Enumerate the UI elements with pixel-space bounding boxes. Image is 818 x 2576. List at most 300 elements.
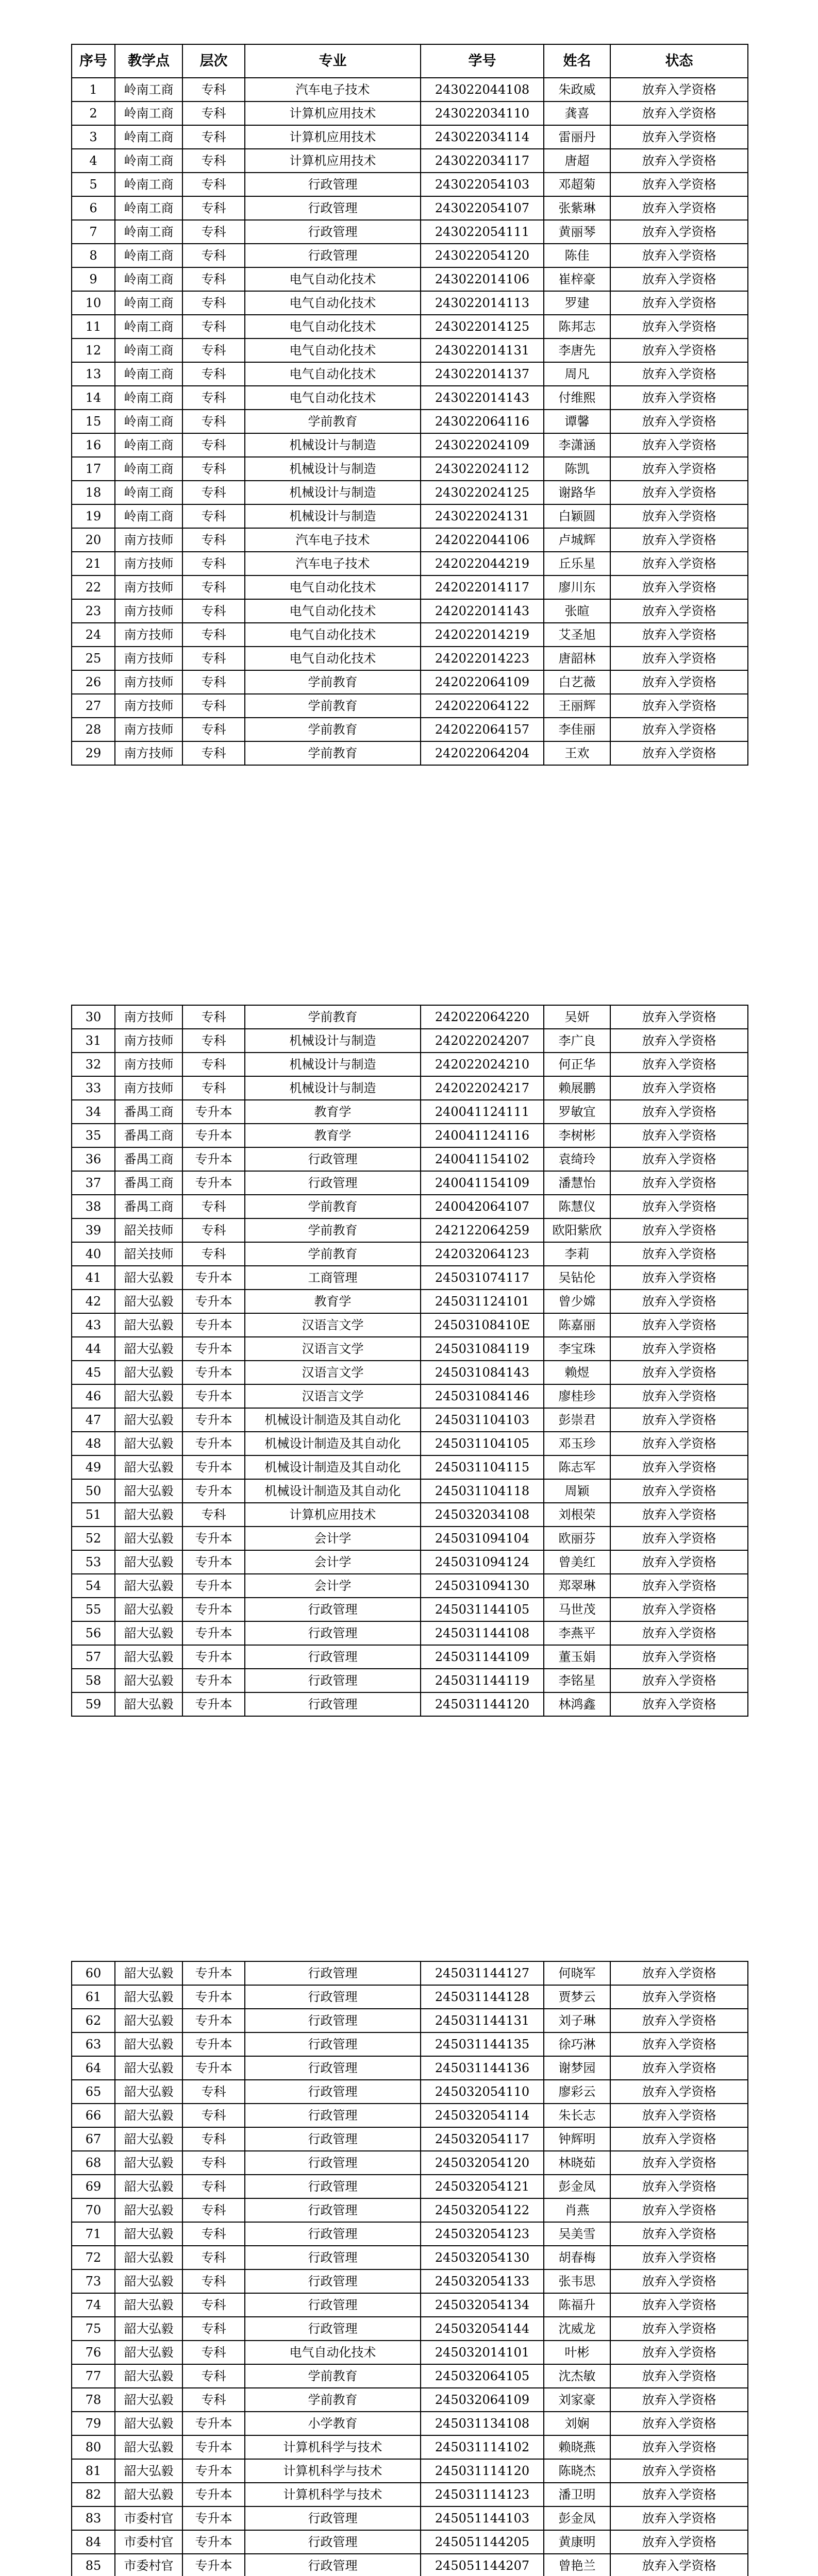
name-cell: 刘根荣 bbox=[544, 1503, 610, 1527]
major-cell: 学前教育 bbox=[245, 2364, 421, 2388]
student-id-cell: 245031094124 bbox=[421, 1550, 544, 1574]
table-section-1 bbox=[71, 44, 748, 766]
campus-cell: 韶大弘毅 bbox=[115, 2459, 182, 2483]
table-row bbox=[72, 1218, 748, 1242]
name-cell: 郑翠琳 bbox=[544, 1574, 610, 1598]
campus-cell: 韶大弘毅 bbox=[115, 2222, 182, 2246]
seq-cell: 49 bbox=[72, 1455, 115, 1479]
major-cell: 电气自动化技术 bbox=[245, 386, 421, 410]
level-cell: 专科 bbox=[182, 386, 245, 410]
major-cell: 电气自动化技术 bbox=[245, 315, 421, 338]
name-cell: 叶彬 bbox=[544, 2341, 610, 2364]
student-id-cell: 245031084119 bbox=[421, 1337, 544, 1361]
campus-cell: 市委村官 bbox=[115, 2554, 182, 2576]
table-row bbox=[72, 433, 748, 457]
name-cell: 肖燕 bbox=[544, 2198, 610, 2222]
table-row bbox=[72, 2435, 748, 2459]
level-cell: 专科 bbox=[182, 315, 245, 338]
major-cell: 行政管理 bbox=[245, 1645, 421, 1669]
name-cell: 张暄 bbox=[544, 599, 610, 623]
table-row bbox=[72, 244, 748, 267]
student-id-cell: 245032054130 bbox=[421, 2246, 544, 2269]
major-cell: 机械设计与制造 bbox=[245, 433, 421, 457]
campus-cell: 韶大弘毅 bbox=[115, 2032, 182, 2056]
level-cell: 专升本 bbox=[182, 1598, 245, 1621]
level-cell: 专科 bbox=[182, 101, 245, 125]
level-cell: 专升本 bbox=[182, 2459, 245, 2483]
level-cell: 专科 bbox=[182, 2080, 245, 2104]
column-header-campus: 教学点 bbox=[115, 44, 182, 78]
status-cell: 放弃入学资格 bbox=[610, 149, 748, 173]
status-cell: 放弃入学资格 bbox=[610, 2317, 748, 2341]
level-cell: 专科 bbox=[182, 1218, 245, 1242]
name-cell: 谭馨 bbox=[544, 410, 610, 433]
level-cell: 专科 bbox=[182, 2222, 245, 2246]
table-row bbox=[72, 2056, 748, 2080]
seq-cell: 60 bbox=[72, 1961, 115, 1985]
student-id-cell: 245032054110 bbox=[421, 2080, 544, 2104]
major-cell: 行政管理 bbox=[245, 2056, 421, 2080]
status-cell: 放弃入学资格 bbox=[610, 1053, 748, 1076]
campus-cell: 韶大弘毅 bbox=[115, 2483, 182, 2506]
table-row bbox=[72, 2127, 748, 2151]
major-cell: 行政管理 bbox=[245, 2080, 421, 2104]
seq-cell: 84 bbox=[72, 2530, 115, 2554]
major-cell: 会计学 bbox=[245, 1527, 421, 1550]
level-cell: 专科 bbox=[182, 623, 245, 647]
campus-cell: 岭南工商 bbox=[115, 433, 182, 457]
seq-cell: 15 bbox=[72, 410, 115, 433]
major-cell: 机械设计制造及其自动化 bbox=[245, 1479, 421, 1503]
level-cell: 专科 bbox=[182, 2317, 245, 2341]
campus-cell: 南方技师 bbox=[115, 647, 182, 670]
level-cell: 专升本 bbox=[182, 2506, 245, 2530]
name-cell: 曾美红 bbox=[544, 1550, 610, 1574]
table-row bbox=[72, 149, 748, 173]
name-cell: 唐韶林 bbox=[544, 647, 610, 670]
table-row bbox=[72, 1961, 748, 1985]
level-cell: 专科 bbox=[182, 504, 245, 528]
campus-cell: 韶大弘毅 bbox=[115, 2127, 182, 2151]
student-id-cell: 242022064204 bbox=[421, 741, 544, 765]
table-row bbox=[72, 1692, 748, 1716]
student-id-cell: 243022064116 bbox=[421, 410, 544, 433]
table-row bbox=[72, 2151, 748, 2175]
table-row bbox=[72, 2317, 748, 2341]
level-cell: 专科 bbox=[182, 220, 245, 244]
major-cell: 机械设计与制造 bbox=[245, 1076, 421, 1100]
seq-cell: 42 bbox=[72, 1290, 115, 1313]
seq-cell: 25 bbox=[72, 647, 115, 670]
level-cell: 专科 bbox=[182, 2341, 245, 2364]
name-cell: 付维熙 bbox=[544, 386, 610, 410]
name-cell: 白颖圆 bbox=[544, 504, 610, 528]
name-cell: 贾梦云 bbox=[544, 1985, 610, 2009]
status-cell: 放弃入学资格 bbox=[610, 1290, 748, 1313]
status-cell: 放弃入学资格 bbox=[610, 1408, 748, 1432]
student-id-cell: 242022014143 bbox=[421, 599, 544, 623]
student-id-cell: 245032054133 bbox=[421, 2269, 544, 2293]
student-id-cell: 243022034110 bbox=[421, 101, 544, 125]
seq-cell: 3 bbox=[72, 125, 115, 149]
name-cell: 欧阳紫欣 bbox=[544, 1218, 610, 1242]
table-row bbox=[72, 457, 748, 481]
seq-cell: 4 bbox=[72, 149, 115, 173]
status-cell: 放弃入学资格 bbox=[610, 2412, 748, 2435]
campus-cell: 岭南工商 bbox=[115, 267, 182, 291]
name-cell: 廖川东 bbox=[544, 575, 610, 599]
campus-cell: 南方技师 bbox=[115, 575, 182, 599]
table-section-2 bbox=[71, 1005, 748, 1717]
name-cell: 徐巧淋 bbox=[544, 2032, 610, 2056]
table-row bbox=[72, 1361, 748, 1384]
table-row bbox=[72, 1550, 748, 1574]
student-id-cell: 243022014137 bbox=[421, 362, 544, 386]
student-id-cell: 245031074117 bbox=[421, 1266, 544, 1290]
status-cell: 放弃入学资格 bbox=[610, 433, 748, 457]
student-id-cell: 242022064220 bbox=[421, 1005, 544, 1029]
table-row bbox=[72, 2364, 748, 2388]
level-cell: 专升本 bbox=[182, 1961, 245, 1985]
seq-cell: 20 bbox=[72, 528, 115, 552]
status-cell: 放弃入学资格 bbox=[610, 2175, 748, 2198]
table-row bbox=[72, 2459, 748, 2483]
major-cell: 计算机应用技术 bbox=[245, 125, 421, 149]
student-id-cell: 245031144136 bbox=[421, 2056, 544, 2080]
level-cell: 专升本 bbox=[182, 2483, 245, 2506]
seq-cell: 80 bbox=[72, 2435, 115, 2459]
table-row bbox=[72, 101, 748, 125]
seq-cell: 62 bbox=[72, 2009, 115, 2032]
table-body-1 bbox=[72, 44, 748, 765]
seq-cell: 71 bbox=[72, 2222, 115, 2246]
level-cell: 专科 bbox=[182, 528, 245, 552]
name-cell: 李潇涵 bbox=[544, 433, 610, 457]
name-cell: 雷丽丹 bbox=[544, 125, 610, 149]
name-cell: 赖晓燕 bbox=[544, 2435, 610, 2459]
student-id-cell: 243022044108 bbox=[421, 78, 544, 101]
status-cell: 放弃入学资格 bbox=[610, 575, 748, 599]
major-cell: 学前教育 bbox=[245, 1005, 421, 1029]
seq-cell: 36 bbox=[72, 1147, 115, 1171]
seq-cell: 41 bbox=[72, 1266, 115, 1290]
level-cell: 专升本 bbox=[182, 2554, 245, 2576]
major-cell: 计算机应用技术 bbox=[245, 1503, 421, 1527]
name-cell: 陈佳 bbox=[544, 244, 610, 267]
campus-cell: 韶大弘毅 bbox=[115, 1692, 182, 1716]
seq-cell: 35 bbox=[72, 1124, 115, 1147]
student-id-cell: 245051144207 bbox=[421, 2554, 544, 2576]
major-cell: 学前教育 bbox=[245, 670, 421, 694]
campus-cell: 韶大弘毅 bbox=[115, 1455, 182, 1479]
status-cell: 放弃入学资格 bbox=[610, 552, 748, 575]
seq-cell: 23 bbox=[72, 599, 115, 623]
table-row bbox=[72, 220, 748, 244]
status-cell: 放弃入学资格 bbox=[610, 1005, 748, 1029]
name-cell: 陈福升 bbox=[544, 2293, 610, 2317]
major-cell: 行政管理 bbox=[245, 1985, 421, 2009]
status-cell: 放弃入学资格 bbox=[610, 125, 748, 149]
major-cell: 行政管理 bbox=[245, 1692, 421, 1716]
status-cell: 放弃入学资格 bbox=[610, 1961, 748, 1985]
level-cell: 专升本 bbox=[182, 1479, 245, 1503]
level-cell: 专科 bbox=[182, 1029, 245, 1053]
campus-cell: 南方技师 bbox=[115, 694, 182, 718]
campus-cell: 韶大弘毅 bbox=[115, 2104, 182, 2127]
major-cell: 教育学 bbox=[245, 1100, 421, 1124]
seq-cell: 34 bbox=[72, 1100, 115, 1124]
status-cell: 放弃入学资格 bbox=[610, 2341, 748, 2364]
campus-cell: 番禺工商 bbox=[115, 1147, 182, 1171]
student-id-cell: 245032054123 bbox=[421, 2222, 544, 2246]
level-cell: 专科 bbox=[182, 267, 245, 291]
campus-cell: 南方技师 bbox=[115, 741, 182, 765]
status-cell: 放弃入学资格 bbox=[610, 1574, 748, 1598]
status-cell: 放弃入学资格 bbox=[610, 2032, 748, 2056]
status-cell: 放弃入学资格 bbox=[610, 1266, 748, 1290]
student-id-cell: 242032064123 bbox=[421, 1242, 544, 1266]
campus-cell: 岭南工商 bbox=[115, 291, 182, 315]
major-cell: 电气自动化技术 bbox=[245, 599, 421, 623]
student-id-cell: 242022064122 bbox=[421, 694, 544, 718]
campus-cell: 南方技师 bbox=[115, 599, 182, 623]
level-cell: 专升本 bbox=[182, 1550, 245, 1574]
major-cell: 行政管理 bbox=[245, 2151, 421, 2175]
table-row bbox=[72, 1171, 748, 1195]
major-cell: 计算机应用技术 bbox=[245, 149, 421, 173]
student-id-cell: 245031104118 bbox=[421, 1479, 544, 1503]
student-id-cell: 245032014101 bbox=[421, 2341, 544, 2364]
student-id-cell: 243022034117 bbox=[421, 149, 544, 173]
status-cell: 放弃入学资格 bbox=[610, 670, 748, 694]
level-cell: 专升本 bbox=[182, 1313, 245, 1337]
table-row bbox=[72, 1266, 748, 1290]
student-id-cell: 243022024125 bbox=[421, 481, 544, 504]
table-row bbox=[72, 1147, 748, 1171]
level-cell: 专科 bbox=[182, 149, 245, 173]
campus-cell: 南方技师 bbox=[115, 1005, 182, 1029]
major-cell: 行政管理 bbox=[245, 2269, 421, 2293]
major-cell: 机械设计制造及其自动化 bbox=[245, 1408, 421, 1432]
level-cell: 专科 bbox=[182, 1195, 245, 1218]
seq-cell: 24 bbox=[72, 623, 115, 647]
level-cell: 专科 bbox=[182, 410, 245, 433]
table-row bbox=[72, 267, 748, 291]
student-id-cell: 245031114123 bbox=[421, 2483, 544, 2506]
seq-cell: 69 bbox=[72, 2175, 115, 2198]
seq-cell: 81 bbox=[72, 2459, 115, 2483]
name-cell: 赖展鹏 bbox=[544, 1076, 610, 1100]
student-id-cell: 243022014131 bbox=[421, 338, 544, 362]
status-cell: 放弃入学资格 bbox=[610, 1432, 748, 1455]
status-cell: 放弃入学资格 bbox=[610, 1124, 748, 1147]
table-row bbox=[72, 647, 748, 670]
campus-cell: 韶大弘毅 bbox=[115, 2293, 182, 2317]
name-cell: 罗敏宜 bbox=[544, 1100, 610, 1124]
name-cell: 彭崇君 bbox=[544, 1408, 610, 1432]
name-cell: 王丽辉 bbox=[544, 694, 610, 718]
name-cell: 李唐先 bbox=[544, 338, 610, 362]
seq-cell: 29 bbox=[72, 741, 115, 765]
major-cell: 教育学 bbox=[245, 1124, 421, 1147]
table-row bbox=[72, 2175, 748, 2198]
name-cell: 钟辉明 bbox=[544, 2127, 610, 2151]
name-cell: 吴妍 bbox=[544, 1005, 610, 1029]
name-cell: 刘子琳 bbox=[544, 2009, 610, 2032]
name-cell: 黄丽琴 bbox=[544, 220, 610, 244]
student-id-cell: 242022064157 bbox=[421, 718, 544, 741]
student-id-cell: 245032034108 bbox=[421, 1503, 544, 1527]
name-cell: 朱长志 bbox=[544, 2104, 610, 2127]
major-cell: 行政管理 bbox=[245, 196, 421, 220]
major-cell: 学前教育 bbox=[245, 718, 421, 741]
student-id-cell: 245031144120 bbox=[421, 1692, 544, 1716]
table-row bbox=[72, 2198, 748, 2222]
name-cell: 周凡 bbox=[544, 362, 610, 386]
seq-cell: 26 bbox=[72, 670, 115, 694]
major-cell: 汉语言文学 bbox=[245, 1337, 421, 1361]
level-cell: 专科 bbox=[182, 481, 245, 504]
major-cell: 电气自动化技术 bbox=[245, 291, 421, 315]
name-cell: 陈嘉丽 bbox=[544, 1313, 610, 1337]
table-body-3 bbox=[72, 1961, 748, 2576]
major-cell: 行政管理 bbox=[245, 1621, 421, 1645]
status-cell: 放弃入学资格 bbox=[610, 196, 748, 220]
level-cell: 专科 bbox=[182, 575, 245, 599]
table-row bbox=[72, 2293, 748, 2317]
student-id-cell: 24503108410E bbox=[421, 1313, 544, 1337]
level-cell: 专科 bbox=[182, 291, 245, 315]
name-cell: 张紫琳 bbox=[544, 196, 610, 220]
major-cell: 行政管理 bbox=[245, 2317, 421, 2341]
major-cell: 行政管理 bbox=[245, 2127, 421, 2151]
name-cell: 李宝珠 bbox=[544, 1337, 610, 1361]
major-cell: 行政管理 bbox=[245, 2530, 421, 2554]
major-cell: 机械设计与制造 bbox=[245, 504, 421, 528]
status-cell: 放弃入学资格 bbox=[610, 2269, 748, 2293]
campus-cell: 岭南工商 bbox=[115, 504, 182, 528]
campus-cell: 南方技师 bbox=[115, 1076, 182, 1100]
table-row bbox=[72, 623, 748, 647]
status-cell: 放弃入学资格 bbox=[610, 2104, 748, 2127]
level-cell: 专升本 bbox=[182, 1645, 245, 1669]
status-cell: 放弃入学资格 bbox=[610, 647, 748, 670]
seq-cell: 13 bbox=[72, 362, 115, 386]
campus-cell: 韶关技师 bbox=[115, 1218, 182, 1242]
campus-cell: 韶大弘毅 bbox=[115, 1266, 182, 1290]
name-cell: 陈晓杰 bbox=[544, 2459, 610, 2483]
campus-cell: 韶大弘毅 bbox=[115, 2269, 182, 2293]
name-cell: 李燕平 bbox=[544, 1621, 610, 1645]
status-cell: 放弃入学资格 bbox=[610, 1100, 748, 1124]
status-cell: 放弃入学资格 bbox=[610, 1645, 748, 1669]
level-cell: 专升本 bbox=[182, 2009, 245, 2032]
major-cell: 电气自动化技术 bbox=[245, 267, 421, 291]
major-cell: 电气自动化技术 bbox=[245, 575, 421, 599]
student-id-cell: 243022014143 bbox=[421, 386, 544, 410]
level-cell: 专升本 bbox=[182, 2435, 245, 2459]
table-row bbox=[72, 575, 748, 599]
seq-cell: 57 bbox=[72, 1645, 115, 1669]
status-cell: 放弃入学资格 bbox=[610, 1076, 748, 1100]
level-cell: 专升本 bbox=[182, 1408, 245, 1432]
seq-cell: 18 bbox=[72, 481, 115, 504]
table-row bbox=[72, 196, 748, 220]
campus-cell: 南方技师 bbox=[115, 1029, 182, 1053]
name-cell: 李广良 bbox=[544, 1029, 610, 1053]
student-id-cell: 243022014113 bbox=[421, 291, 544, 315]
name-cell: 林鸿鑫 bbox=[544, 1692, 610, 1716]
seq-cell: 82 bbox=[72, 2483, 115, 2506]
seq-cell: 63 bbox=[72, 2032, 115, 2056]
status-cell: 放弃入学资格 bbox=[610, 741, 748, 765]
campus-cell: 韶大弘毅 bbox=[115, 1550, 182, 1574]
status-cell: 放弃入学资格 bbox=[610, 1171, 748, 1195]
table-row bbox=[72, 1124, 748, 1147]
level-cell: 专升本 bbox=[182, 1171, 245, 1195]
status-cell: 放弃入学资格 bbox=[610, 2222, 748, 2246]
seq-cell: 73 bbox=[72, 2269, 115, 2293]
major-cell: 行政管理 bbox=[245, 1961, 421, 1985]
campus-cell: 岭南工商 bbox=[115, 457, 182, 481]
status-cell: 放弃入学资格 bbox=[610, 1147, 748, 1171]
name-cell: 何正华 bbox=[544, 1053, 610, 1076]
seq-cell: 66 bbox=[72, 2104, 115, 2127]
status-cell: 放弃入学资格 bbox=[610, 1692, 748, 1716]
seq-cell: 22 bbox=[72, 575, 115, 599]
campus-cell: 韶大弘毅 bbox=[115, 2175, 182, 2198]
table-row bbox=[72, 718, 748, 741]
seq-cell: 17 bbox=[72, 457, 115, 481]
level-cell: 专科 bbox=[182, 457, 245, 481]
campus-cell: 韶大弘毅 bbox=[115, 1408, 182, 1432]
major-cell: 行政管理 bbox=[245, 2198, 421, 2222]
table-row bbox=[72, 528, 748, 552]
campus-cell: 南方技师 bbox=[115, 552, 182, 575]
status-cell: 放弃入学资格 bbox=[610, 2151, 748, 2175]
student-id-cell: 245031144127 bbox=[421, 1961, 544, 1985]
major-cell: 机械设计制造及其自动化 bbox=[245, 1455, 421, 1479]
table-row bbox=[72, 125, 748, 149]
level-cell: 专升本 bbox=[182, 1621, 245, 1645]
campus-cell: 岭南工商 bbox=[115, 173, 182, 196]
table-row bbox=[72, 694, 748, 718]
table-row bbox=[72, 2104, 748, 2127]
campus-cell: 岭南工商 bbox=[115, 481, 182, 504]
table-row bbox=[72, 386, 748, 410]
campus-cell: 韶大弘毅 bbox=[115, 1621, 182, 1645]
student-id-cell: 245031114120 bbox=[421, 2459, 544, 2483]
level-cell: 专升本 bbox=[182, 2056, 245, 2080]
name-cell: 马世茂 bbox=[544, 1598, 610, 1621]
student-id-cell: 245031104105 bbox=[421, 1432, 544, 1455]
campus-cell: 岭南工商 bbox=[115, 196, 182, 220]
seq-cell: 14 bbox=[72, 386, 115, 410]
table-row bbox=[72, 1455, 748, 1479]
level-cell: 专升本 bbox=[182, 2530, 245, 2554]
student-id-cell: 243022024112 bbox=[421, 457, 544, 481]
status-cell: 放弃入学资格 bbox=[610, 457, 748, 481]
level-cell: 专科 bbox=[182, 2293, 245, 2317]
campus-cell: 韶大弘毅 bbox=[115, 2056, 182, 2080]
table-row bbox=[72, 1337, 748, 1361]
campus-cell: 韶大弘毅 bbox=[115, 1645, 182, 1669]
campus-cell: 韶大弘毅 bbox=[115, 1669, 182, 1692]
student-id-cell: 245032054134 bbox=[421, 2293, 544, 2317]
seq-cell: 27 bbox=[72, 694, 115, 718]
seq-cell: 12 bbox=[72, 338, 115, 362]
campus-cell: 岭南工商 bbox=[115, 315, 182, 338]
